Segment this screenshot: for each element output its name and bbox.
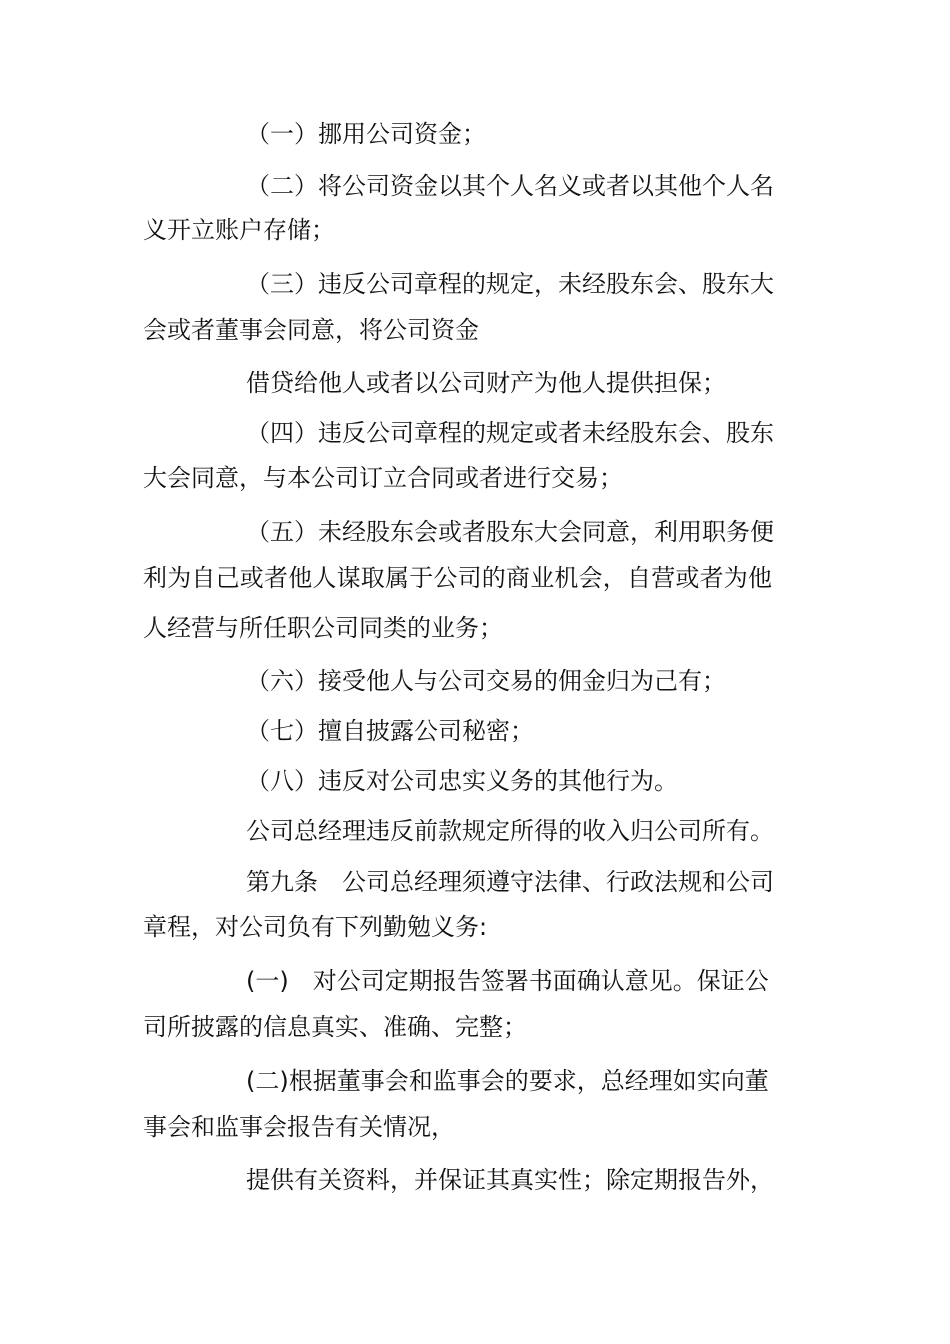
duty-2-line-2: 事会和监事会报告有关情况，	[143, 1113, 455, 1141]
duty-2-line-3: 提供有关资料，并保证其真实性；除定期报告外，	[246, 1166, 774, 1194]
duty-1-line-1: (一) 对公司定期报告签署书面确认意见。保证公	[246, 967, 769, 995]
clause-5-line-2: 利为自己或者他人谋取属于公司的商业机会，自营或者为他	[143, 564, 773, 592]
duty-2-line-1: (二)根据董事会和监事会的要求，总经理如实向董	[246, 1067, 769, 1095]
clause-7: （七）擅自披露公司秘密；	[246, 717, 534, 745]
clause-2-line-2: 义开立账户存储；	[143, 216, 335, 244]
clause-3-line-3: 借贷给他人或者以公司财产为他人提供担保；	[246, 369, 726, 397]
article-9-line-1: 第九条 公司总经理须遵守法律、行政法规和公司	[246, 868, 774, 896]
clause-4-line-2: 大会同意，与本公司订立合同或者进行交易；	[143, 464, 623, 492]
clause-6: （六）接受他人与公司交易的佣金归为己有；	[246, 667, 726, 695]
clause-1: （一）挪用公司资金；	[246, 120, 486, 148]
clause-4-line-1: （四）违反公司章程的规定或者未经股东会、股东	[246, 419, 774, 447]
clause-8: （八）违反对公司忠实义务的其他行为。	[246, 767, 678, 795]
duty-1-line-2: 司所披露的信息真实、准确、完整；	[143, 1013, 527, 1041]
clause-5-line-1: （五）未经股东会或者股东大会同意，利用职务便	[246, 518, 774, 546]
clause-2-line-1: （二）将公司资金以其个人名义或者以其他个人名	[246, 172, 774, 200]
clause-3-line-2: 会或者董事会同意，将公司资金	[143, 316, 479, 344]
clause-5-line-3: 人经营与所任职公司同类的业务；	[143, 614, 503, 642]
article-9-line-2: 章程，对公司负有下列勤勉义务:	[143, 913, 488, 941]
income-provision: 公司总经理违反前款规定所得的收入归公司所有。	[246, 817, 774, 845]
clause-3-line-1: （三）违反公司章程的规定，未经股东会、股东大	[246, 270, 774, 298]
